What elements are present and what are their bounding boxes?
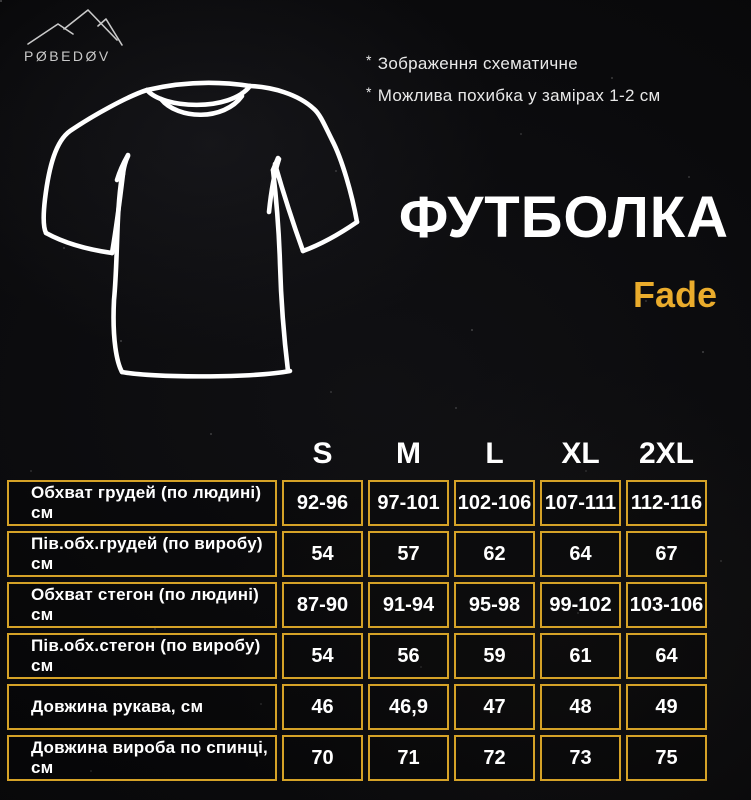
size-value: 107-111	[540, 480, 621, 526]
size-value: 92-96	[282, 480, 363, 526]
size-value: 62	[454, 531, 535, 577]
note-line	[366, 46, 661, 78]
disclaimer-notes	[366, 46, 661, 110]
size-value: 57	[368, 531, 449, 577]
size-value: 59	[454, 633, 535, 679]
size-value: 112-116	[626, 480, 707, 526]
table-row	[7, 684, 707, 730]
table-row	[7, 582, 707, 628]
size-header-l: L	[485, 437, 504, 470]
size-value: 91-94	[368, 582, 449, 628]
size-header-2xl: 2XL	[638, 437, 695, 470]
asterisk: *	[366, 84, 372, 100]
measurement-label: Довжина рукава, см	[7, 684, 277, 730]
background-texture	[0, 0, 2, 2]
header-spacer	[7, 433, 277, 475]
size-header-m: M	[396, 437, 421, 470]
size-header-s: S	[312, 437, 333, 470]
size-value: 103-106	[626, 582, 707, 628]
size-value: 102-106	[454, 480, 535, 526]
tshirt-line-drawing	[15, 55, 385, 400]
size-value: 49	[626, 684, 707, 730]
measurement-label: Обхват грудей (по людині) см	[7, 480, 277, 526]
size-value: 72	[454, 735, 535, 781]
brand-name: PØBEDØV	[24, 48, 111, 64]
size-value: 75	[626, 735, 707, 781]
size-value: 73	[540, 735, 621, 781]
size-value: 64	[626, 633, 707, 679]
size-value: 46,9	[368, 684, 449, 730]
size-value: 56	[368, 633, 449, 679]
size-value: 54	[282, 633, 363, 679]
size-value: 61	[540, 633, 621, 679]
size-value: 95-98	[454, 582, 535, 628]
size-value: 64	[540, 531, 621, 577]
note-text: Зображення схематичне	[377, 54, 578, 73]
mountain-peaks-icon	[24, 8, 124, 46]
measurement-label: Пів.обх.стегон (по виробу) см	[7, 633, 277, 679]
size-value: 70	[282, 735, 363, 781]
size-value: 97-101	[368, 480, 449, 526]
measurement-label: Обхват стегон (по людині) см	[7, 582, 277, 628]
asterisk: *	[366, 52, 372, 68]
size-value: 67	[626, 531, 707, 577]
measurement-label: Довжина вироба по спинці, см	[7, 735, 277, 781]
table-row	[7, 735, 707, 781]
product-model: Fade	[632, 274, 717, 315]
size-value: 87-90	[282, 582, 363, 628]
size-value: 99-102	[540, 582, 621, 628]
size-value: 47	[454, 684, 535, 730]
table-row	[7, 480, 707, 526]
product-title: ФУТБОЛКА	[398, 185, 730, 250]
measurement-label: Пів.обх.грудей (по виробу) см	[7, 531, 277, 577]
size-header-row	[7, 433, 707, 475]
size-table	[2, 428, 712, 786]
size-value: 54	[282, 531, 363, 577]
size-value: 46	[282, 684, 363, 730]
table-row	[7, 531, 707, 577]
size-value: 48	[540, 684, 621, 730]
size-value: 71	[368, 735, 449, 781]
note-line	[366, 78, 661, 110]
note-text: Можлива похибка у замірах 1-2 см	[377, 86, 661, 105]
table-row	[7, 633, 707, 679]
size-header-xl: XL	[561, 437, 600, 470]
tshirt-icon	[15, 55, 385, 395]
